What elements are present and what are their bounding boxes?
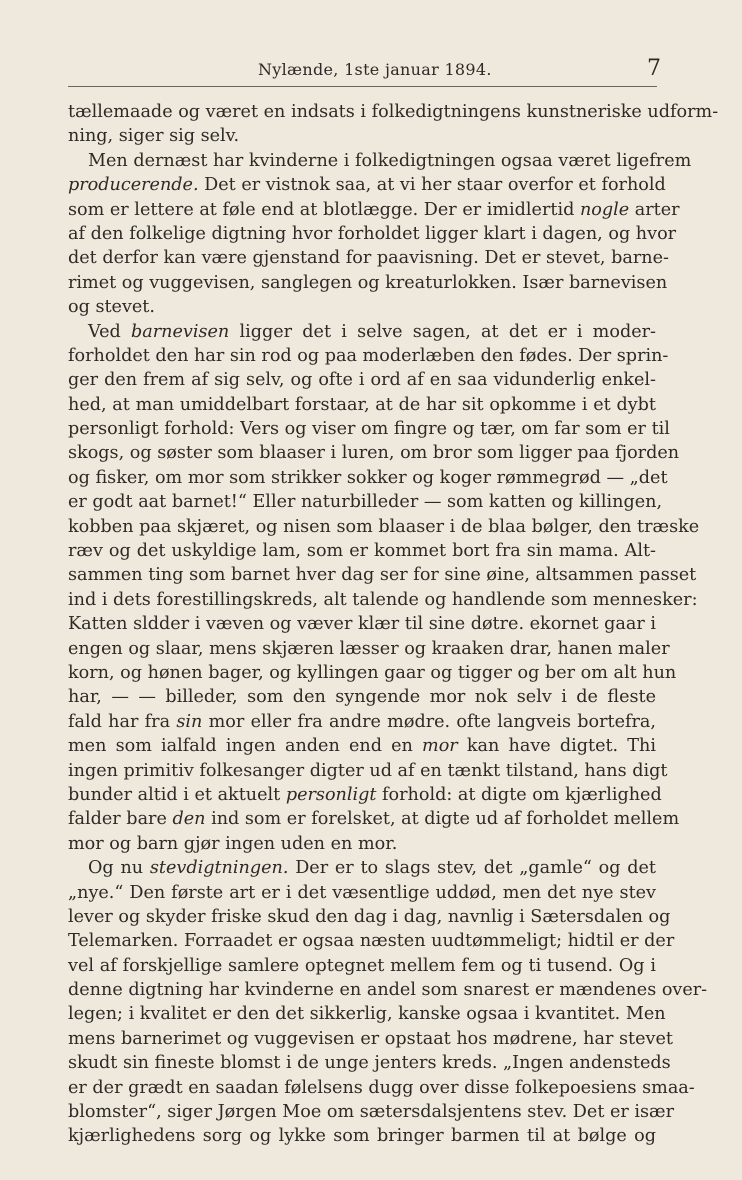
text-line: vel af forskjellige samlere optegnet mellem fem og ti tusend. Og i: [68, 955, 656, 976]
text-line: kjærlighedens sorg og lykke som bringer barmen til at bølge og: [68, 1126, 656, 1147]
text-span: fald har fra: [68, 711, 177, 732]
emphasis-text: barnevisen: [130, 321, 230, 342]
text-span: kan have digtet. Thi: [457, 736, 656, 757]
emphasis-text: den: [172, 809, 206, 830]
body-text: [68, 100, 719, 1149]
text-line: er der grædt en saadan følelsens dugg over disse folkepoesiens smaa-: [68, 1077, 695, 1098]
text-line: [68, 734, 656, 758]
text-span: Og nu: [88, 858, 150, 879]
text-span: ligger det i selve sagen, at det er i moder-: [229, 321, 656, 342]
text-line: [68, 173, 666, 197]
text-span: arter: [629, 199, 680, 220]
running-head: Nylænde, 1ste januar 1894.: [258, 60, 492, 79]
emphasis-text: personligt: [285, 784, 377, 805]
emphasis-text: mor: [422, 736, 458, 757]
text-line: [68, 807, 680, 831]
text-span: men som ialfald ingen anden end en: [68, 736, 423, 757]
text-line: lever og skyder friske skud den dag i dag, navnlig i Sætersdalen og: [68, 906, 671, 927]
text-line: „nye.“ Den første art er i det væsentlige uddød, men det nye stev: [68, 882, 656, 903]
text-span: ind som er forelsket, at digte ud af forholdet mellem: [205, 809, 680, 830]
text-span: forhold: at digte om kjærlighed: [376, 784, 662, 805]
text-line: mens barnerimet og vuggevisen er opstaat hos mødrene, har stevet: [68, 1028, 673, 1049]
text-line: [68, 856, 656, 880]
text-line: ræv og det uskyldige lam, som er kommet bort fra sin mama. Alt-: [68, 541, 656, 562]
emphasis-text: producerende.: [68, 175, 199, 196]
text-line: blomster“, siger Jørgen Moe om sætersdalsjentens stev. Det er især: [68, 1102, 675, 1123]
text-line: [68, 198, 680, 222]
emphasis-text: stevdigtningen.: [149, 858, 289, 879]
text-line: Men dernæst har kvinderne i folkedigtningen ogsaa været ligefrem: [88, 150, 692, 171]
text-line: mor og barn gjør ingen uden en mor.: [68, 833, 398, 854]
text-line: sammen ting som barnet hver dag ser for sine øine, altsammen passet: [68, 565, 697, 586]
text-line: og stevet.: [68, 297, 155, 318]
emphasis-text: sin: [176, 711, 203, 732]
text-line: ger den frem af sig selv, og ofte i ord af en saa vidunderlig enkel-: [68, 370, 656, 391]
text-line: ingen primitiv folkesanger digter ud af en tænkt tilstand, hans digt: [68, 760, 668, 781]
text-line: personligt forhold: Vers og viser om fingre og tær, om far som er til: [68, 419, 670, 440]
text-line: korn, og hønen bager, og kyllingen gaar og tigger og ber om alt hun: [68, 662, 677, 683]
text-line: hed, at man umiddelbart forstaar, at de har sit opkomme i et dybt: [68, 394, 656, 415]
text-line: Katten sldder i væven og væver klær til sine døtre. ekornet gaar i: [68, 614, 656, 635]
text-span: Ved: [88, 321, 131, 342]
text-line: det derfor kan være gjenstand for paavisning. Det er stevet, barne-: [68, 248, 669, 269]
text-line: af den folkelige digtning hvor forholdet ligger klart i dagen, og hvor: [68, 223, 677, 244]
text-line: skogs, og søster som blaaser i luren, om bror som ligger paa fjorden: [68, 443, 680, 464]
text-line: kobben paa skjæret, og nisen som blaaser i de blaa bølger, den træske: [68, 516, 700, 537]
text-span: mor eller fra andre mødre. ofte langveis bortefra,: [202, 711, 656, 732]
text-span: som er lettere at føle end at blotlægge. Der er imidlertid: [68, 199, 580, 220]
page-number: 7: [647, 56, 661, 81]
text-line: rimet og vuggevisen, sanglegen og kreaturlokken. Især barnevisen: [68, 272, 668, 293]
text-line: legen; i kvalitet er den det sikkerlig, kanske ogsaa i kvantitet. Men: [68, 1004, 666, 1025]
text-line: ning, siger sig selv.: [68, 126, 240, 147]
text-span: bunder altid i et aktuelt: [68, 784, 286, 805]
text-line: engen og slaar, mens skjæren læsser og kraaken drar, hanen maler: [68, 638, 670, 659]
text-span: falder bare: [68, 809, 173, 830]
text-span: Det er vistnok saa, at vi her staar overfor et forhold: [198, 175, 666, 196]
text-line: ind i dets forestillingskreds, alt talende og handlende som mennesker:: [68, 589, 698, 610]
text-line: [68, 710, 656, 734]
text-line: denne digtning har kvinderne en andel som snarest er mændenes over-: [68, 980, 708, 1001]
text-line: [68, 320, 656, 344]
page-header: [68, 56, 661, 87]
text-line: og fisker, om mor som strikker sokker og koger rømmegrød — „det: [68, 467, 668, 488]
text-line: Telemarken. Forraadet er ogsaa næsten uudtømmeligt; hidtil er der: [68, 931, 675, 952]
text-line: [68, 783, 662, 807]
text-line: forholdet den har sin rod og paa moderlæben den fødes. Der sprin-: [68, 345, 669, 366]
text-line: tællemaade og været en indsats i folkedigtningens kunstneriske udform-: [68, 102, 719, 122]
text-span: Der er to slags stev, det „gamle“ og det: [288, 858, 656, 879]
text-line: har, — — billeder, som den syngende mor nok selv i de fleste: [68, 687, 656, 708]
emphasis-text: nogle: [579, 199, 630, 220]
text-line: skudt sin fineste blomst i de unge jenters kreds. „Ingen andensteds: [68, 1053, 671, 1074]
text-line: er godt aat barnet!“ Eller naturbilleder — som katten og killingen,: [68, 492, 663, 513]
